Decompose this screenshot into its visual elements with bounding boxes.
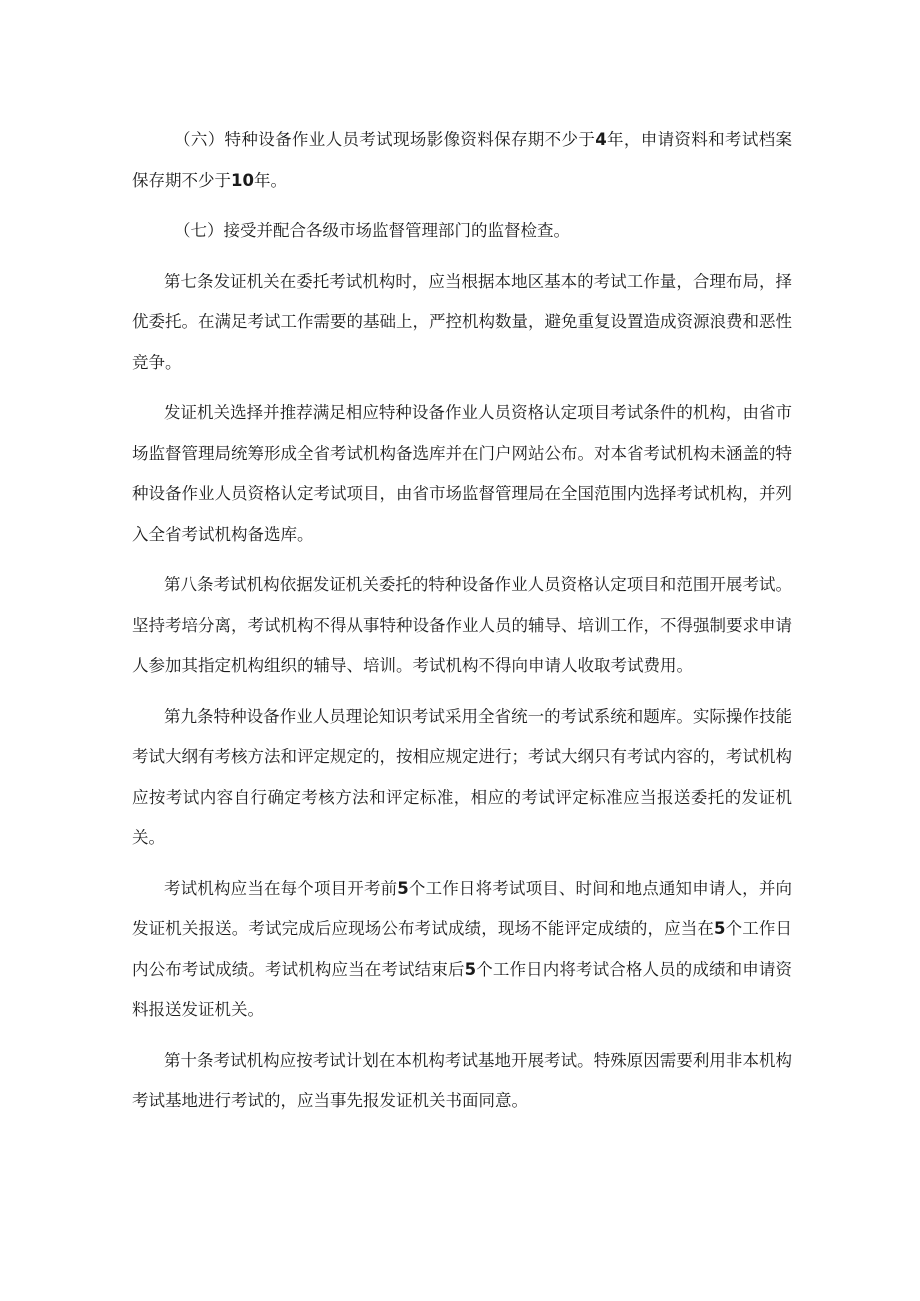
number-years-4: 4 [595, 130, 607, 149]
paragraph-article-7 [132, 262, 792, 384]
text-segment: 个工作日内公布考试成绩。考试机构应当在考试结束后 [132, 919, 793, 979]
text-segment: 第八条考试机构依据发证机关委托的特种设备作业人员资格认定项目和范围开展考试。坚持考培分离，考试机构不得从事特种设备作业人员的辅导、培训工作，不得强制要求申请人参加其指定机构组织的辅导、培训。考试机构不得向申请人收取考试费用。 [132, 575, 792, 675]
number-days-5: 5 [464, 959, 477, 979]
text-segment: 第十条考试机构应按考试计划在本机构考试基地开展考试。特殊原因需要利用非本机构考试基地进行考试的，应当事先报发证机关书面同意。 [132, 1050, 792, 1110]
text-segment: 个工作日内将考试合格人员的成绩和申请资料报送发证机关。 [132, 959, 793, 1019]
paragraph-article-10 [132, 1041, 792, 1122]
text-segment: 发证机关选择并推荐满足相应特种设备作业人员资格认定项目考试条件的机构，由省市场监督管理局统筹形成全省考试机构备选库并在门户网站公布。对本省考试机构未涵盖的特种设备作业人员资格认定考试项目，由省市场监督管理局在全国范围内选择考试机构，并列入全省考试机构备选库。 [132, 403, 792, 544]
number-days-5: 5 [397, 878, 409, 898]
text-segment: 第七条发证机关在委托考试机构时，应当根据本地区基本的考试工作量，合理布局，择优委托。在满足考试工作需要的基础上，严控机构数量，避免重复设置造成资源浪费和恶性竞争。 [132, 271, 792, 372]
paragraph-article-8 [132, 565, 792, 687]
paragraph-article-7-continued [132, 393, 792, 555]
text-segment: （七）接受并配合各级市场监督管理部门的监督检查。 [174, 221, 570, 240]
number-days-5: 5 [714, 919, 726, 938]
text-segment: 考试机构应当在每个项目开考前 [164, 878, 398, 898]
text-segment: （六）特种设备作业人员考试现场影像资料保存期不少于 [174, 130, 596, 149]
text-segment: 第九条特种设备作业人员理论知识考试采用全省统一的考试系统和题库。实际操作技能考试大纲有考核方法和评定规定的，按相应规定进行；考试大纲只有考试内容的，考试机构应按考试内容自行确定考核方法和评定标准，相应的考试评定标准应当报送委托的发证机关。 [132, 706, 792, 847]
paragraph-item-7 [132, 211, 792, 252]
text-segment: 个工作日将考试项目、时间和地点通知申请人，并向发证机关报送。考试完成后应现场公布考试成绩，现场不能评定成绩的，应当在 [132, 878, 793, 938]
paragraph-article-9 [132, 697, 792, 859]
text-segment: 年，申请资料和考试档案保存期不少于 [132, 130, 793, 190]
number-years-10: 10 [231, 170, 254, 190]
paragraph-item-6 [132, 120, 792, 201]
paragraph-article-9-continued [132, 869, 792, 1031]
document-body [132, 120, 792, 1132]
text-segment: 年。 [253, 170, 287, 190]
